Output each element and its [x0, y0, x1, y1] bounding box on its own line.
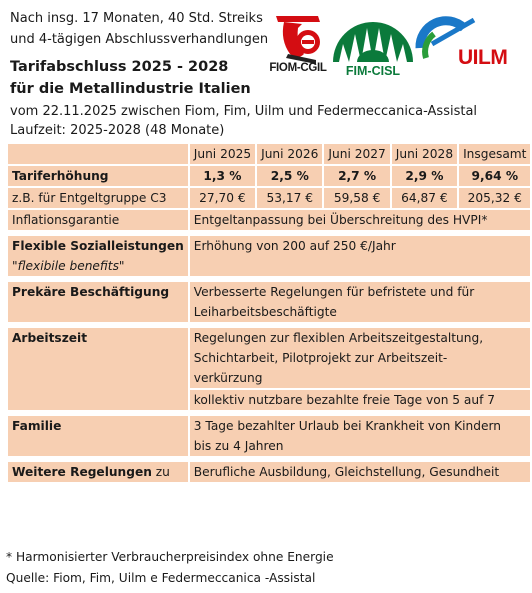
worktime-text-line-1: Regelungen zur flexiblen Arbeitszeitgestaltung,: [193, 331, 484, 345]
intro-line-2: und 4-tägigen Abschlussverhandlungen: [10, 32, 269, 47]
family-label: Familie: [8, 416, 188, 456]
title-line-2: für die Metallindustrie Italien: [10, 81, 251, 97]
fim-flower-icon: [330, 18, 416, 64]
header-total: Insgesamt: [459, 144, 530, 164]
precarious-text-line-1: Verbesserte Regelungen für befristete und für: [193, 285, 475, 299]
family-text-line-2: bis zu 4 Jahren: [193, 439, 284, 453]
benefits-label-cell: [8, 236, 188, 276]
family-text-line-1: 3 Tage bezahlter Urlaub bei Krankheit von Kindern: [193, 419, 502, 433]
example-value: 59,58 €: [324, 188, 389, 208]
worktime-label: Arbeitszeit: [8, 328, 188, 410]
fiom-cgil-logo: [268, 10, 328, 78]
precarious-row: [8, 282, 530, 322]
worktime-text-line-2: Schichtarbeit, Pilotprojekt zur Arbeitszeit-: [193, 351, 448, 365]
worktime-row: [8, 328, 530, 388]
other-label-cell: [8, 462, 188, 482]
table-corner-cell: [8, 144, 188, 164]
source-line: Quelle: Fiom, Fim, Uilm e Federmeccanica -Assistal: [6, 571, 316, 585]
precarious-text-cell: [190, 282, 531, 322]
agreement-date-line: vom 22.11.2025 zwischen Fiom, Fim, Uilm und Federmeccanica-Assistal: [10, 104, 478, 119]
family-text-cell: [190, 416, 531, 456]
page-title: [10, 56, 251, 100]
tariff-row: [8, 166, 530, 186]
example-row: [8, 188, 530, 208]
agreement-table: [6, 142, 532, 484]
footnote: * Harmonisierter Verbraucherpreisindex ohne Energie: [6, 550, 334, 564]
header-juni-2028: Juni 2028: [392, 144, 457, 164]
inflation-text: Entgeltanpassung bei Überschreitung des HVPI*: [190, 210, 531, 230]
spacer-row: [8, 458, 530, 460]
benefits-label-italian: "flexibile benefits": [12, 259, 125, 273]
tariff-label: Tariferhöhung: [8, 166, 188, 186]
example-value: 64,87 €: [392, 188, 457, 208]
spacer-row: [8, 232, 530, 234]
precarious-label: Prekäre Beschäftigung: [8, 282, 188, 322]
intro-text: [10, 8, 270, 50]
inflation-label: Inflationsgarantie: [8, 210, 188, 230]
tariff-value: 2,7 %: [324, 166, 389, 186]
intro-line-1: Nach insg. 17 Monaten, 40 Std. Streiks: [10, 11, 263, 26]
header-juni-2025: Juni 2025: [190, 144, 255, 164]
example-label: z.B. für Entgeltgruppe C3: [8, 188, 188, 208]
worktime-text-cell: [190, 328, 531, 388]
spacer-row: [8, 412, 530, 414]
benefits-text: Erhöhung von 200 auf 250 €/Jahr: [190, 236, 531, 276]
benefits-label: Flexible Sozialleistungen: [12, 239, 184, 253]
other-text: Berufliche Ausbildung, Gleichstellung, Gesundheit: [190, 462, 531, 482]
uilm-logo-text: UILM: [458, 46, 508, 69]
benefits-row: [8, 236, 530, 276]
fiom-emblem-icon: [268, 10, 328, 64]
other-label: Weitere Regelungen: [12, 465, 152, 479]
header-juni-2027: Juni 2027: [324, 144, 389, 164]
agreement-term-line: Laufzeit: 2025-2028 (48 Monate): [10, 123, 225, 138]
spacer-row: [8, 324, 530, 326]
inflation-row: [8, 210, 530, 230]
example-value: 53,17 €: [257, 188, 322, 208]
fim-logo-text: FIM-CISL: [345, 64, 401, 78]
agreement-info: [10, 102, 477, 140]
worktime-text-2: kollektiv nutzbare bezahlte freie Tage von 5 auf 7: [190, 390, 531, 410]
precarious-text-line-2: Leiharbeitsbeschäftigte: [193, 305, 337, 319]
other-row: [8, 462, 530, 482]
fiom-logo-text: FIOM-CGIL: [269, 62, 327, 74]
example-value: 27,70 €: [190, 188, 255, 208]
tariff-value: 2,9 %: [392, 166, 457, 186]
tariff-value: 2,5 %: [257, 166, 322, 186]
tariff-total: 9,64 %: [459, 166, 530, 186]
spacer-row: [8, 278, 530, 280]
uilm-logo: [414, 14, 510, 76]
fim-cisl-logo: [330, 18, 416, 78]
example-total: 205,32 €: [459, 188, 530, 208]
other-label-suffix: zu: [151, 465, 170, 479]
table-header-row: [8, 144, 530, 164]
family-row: [8, 416, 530, 456]
tariff-value: 1,3 %: [190, 166, 255, 186]
title-line-1: Tarifabschluss 2025 - 2028: [10, 59, 229, 75]
header-juni-2026: Juni 2026: [257, 144, 322, 164]
worktime-text-line-3: verkürzung: [193, 371, 263, 385]
